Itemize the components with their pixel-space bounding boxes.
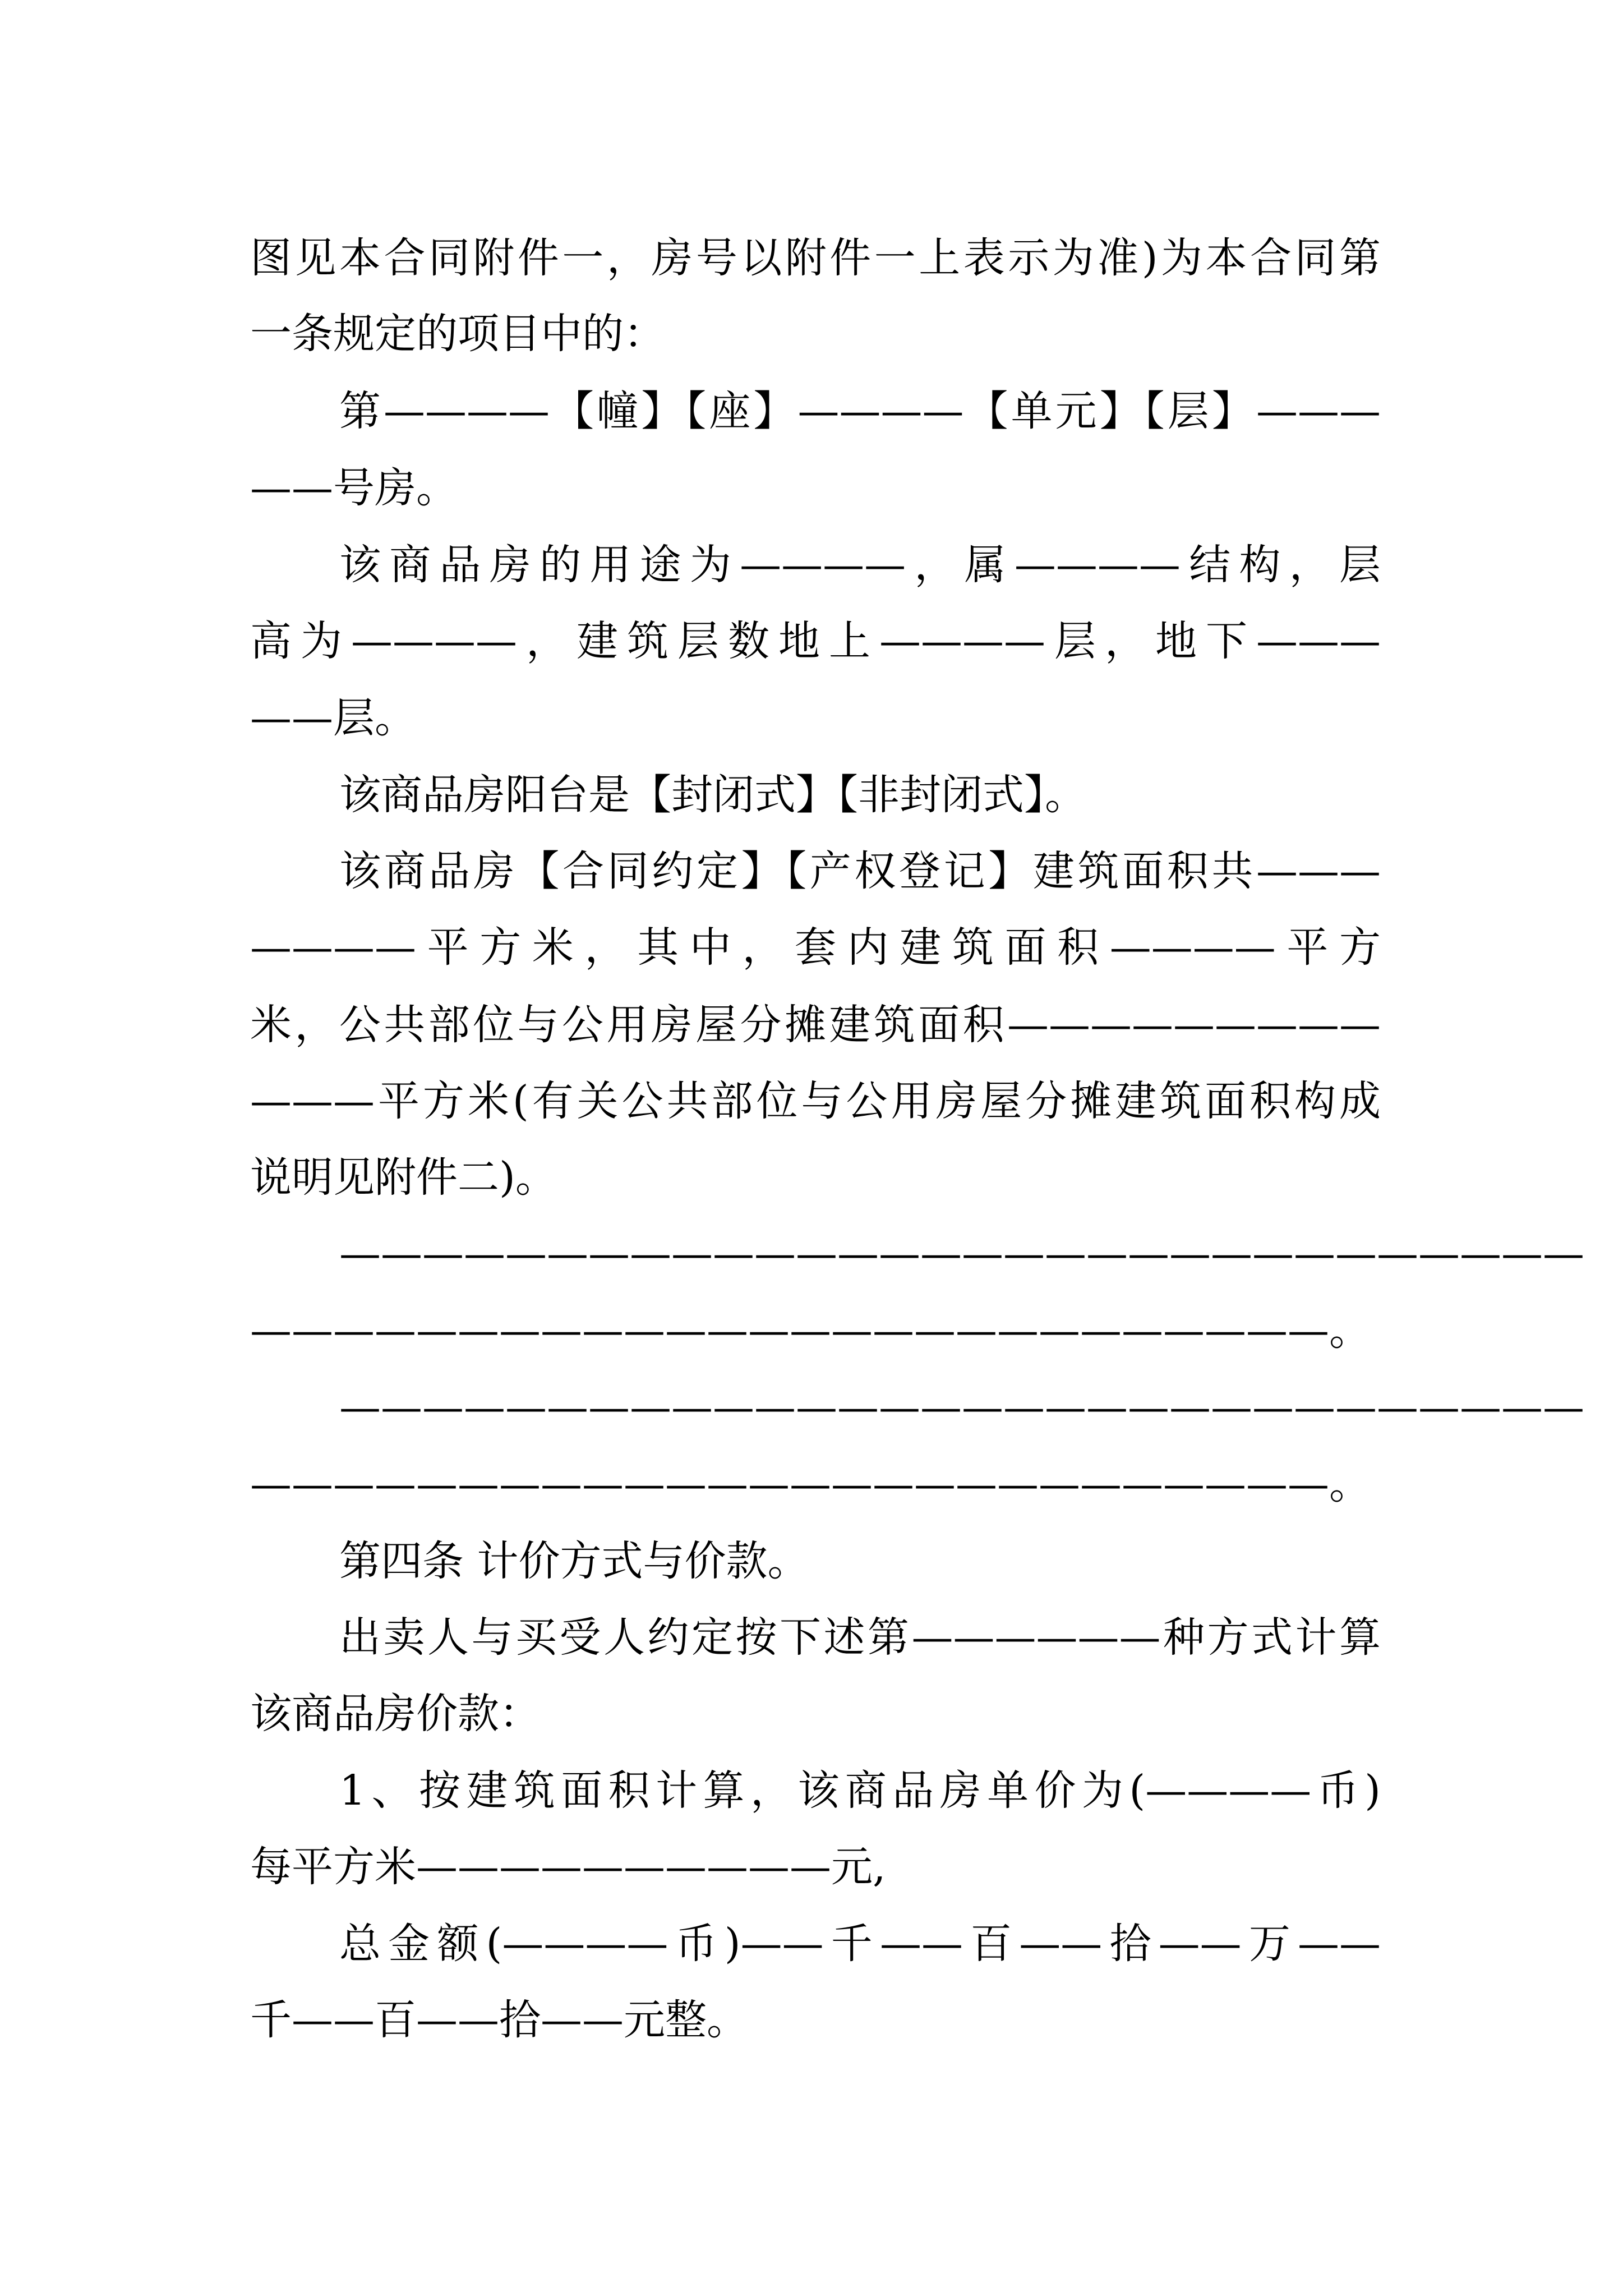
text-line: 说明见附件二)。	[250, 1153, 557, 1202]
text-line: ——层。	[250, 694, 416, 742]
text-line: 该商品房价款：	[250, 1690, 541, 1738]
text-line: 该商品房【合同约定】【产权登记】建筑面积共———	[339, 847, 1381, 895]
text-line: 出卖人与买受人约定按下述第——————种方式计算	[339, 1613, 1381, 1662]
fill-in-line: ——————————————————————————。	[250, 1460, 1371, 1508]
text-line: 米，公共部位与公用房屋分摊建筑面积—————————	[250, 1001, 1381, 1049]
text-line: ——号房。	[250, 464, 458, 512]
text-line: 该商品房阳台是【封闭式】【非封闭式】。	[339, 771, 1086, 819]
text-line: 第————【幢】【座】————【单元】【层】———	[339, 387, 1381, 435]
text-line: 一条规定的项目中的：	[250, 310, 665, 358]
fill-in-line: ——————————————————————————。	[250, 1306, 1371, 1355]
text-line: ————平方米，其中，套内建筑面积————平方	[250, 923, 1381, 972]
text-line: 总金额(————币)——千——百——拾——万——	[339, 1920, 1381, 1968]
text-line: 该商品房的用途为————，属————结构，层	[339, 541, 1381, 589]
text-line: 千——百——拾——元整。	[250, 1996, 748, 2044]
text-line: ———平方米(有关公共部位与公用房屋分摊建筑面积构成	[250, 1077, 1381, 1125]
fill-in-line: ——————————————————————————————	[339, 1230, 1584, 1278]
text-line: 图见本合同附件一，房号以附件一上表示为准)为本合同第	[250, 234, 1381, 282]
text-line: 每平方米——————————元,	[250, 1843, 886, 1891]
article-heading: 第四条 计价方式与价款。	[339, 1537, 809, 1585]
text-line: 1、按建筑面积计算，该商品房单价为(————币)	[339, 1766, 1381, 1815]
text-line: 高为————，建筑层数地上————层，地下———	[250, 617, 1381, 665]
fill-in-line: ——————————————————————————————	[339, 1383, 1584, 1432]
